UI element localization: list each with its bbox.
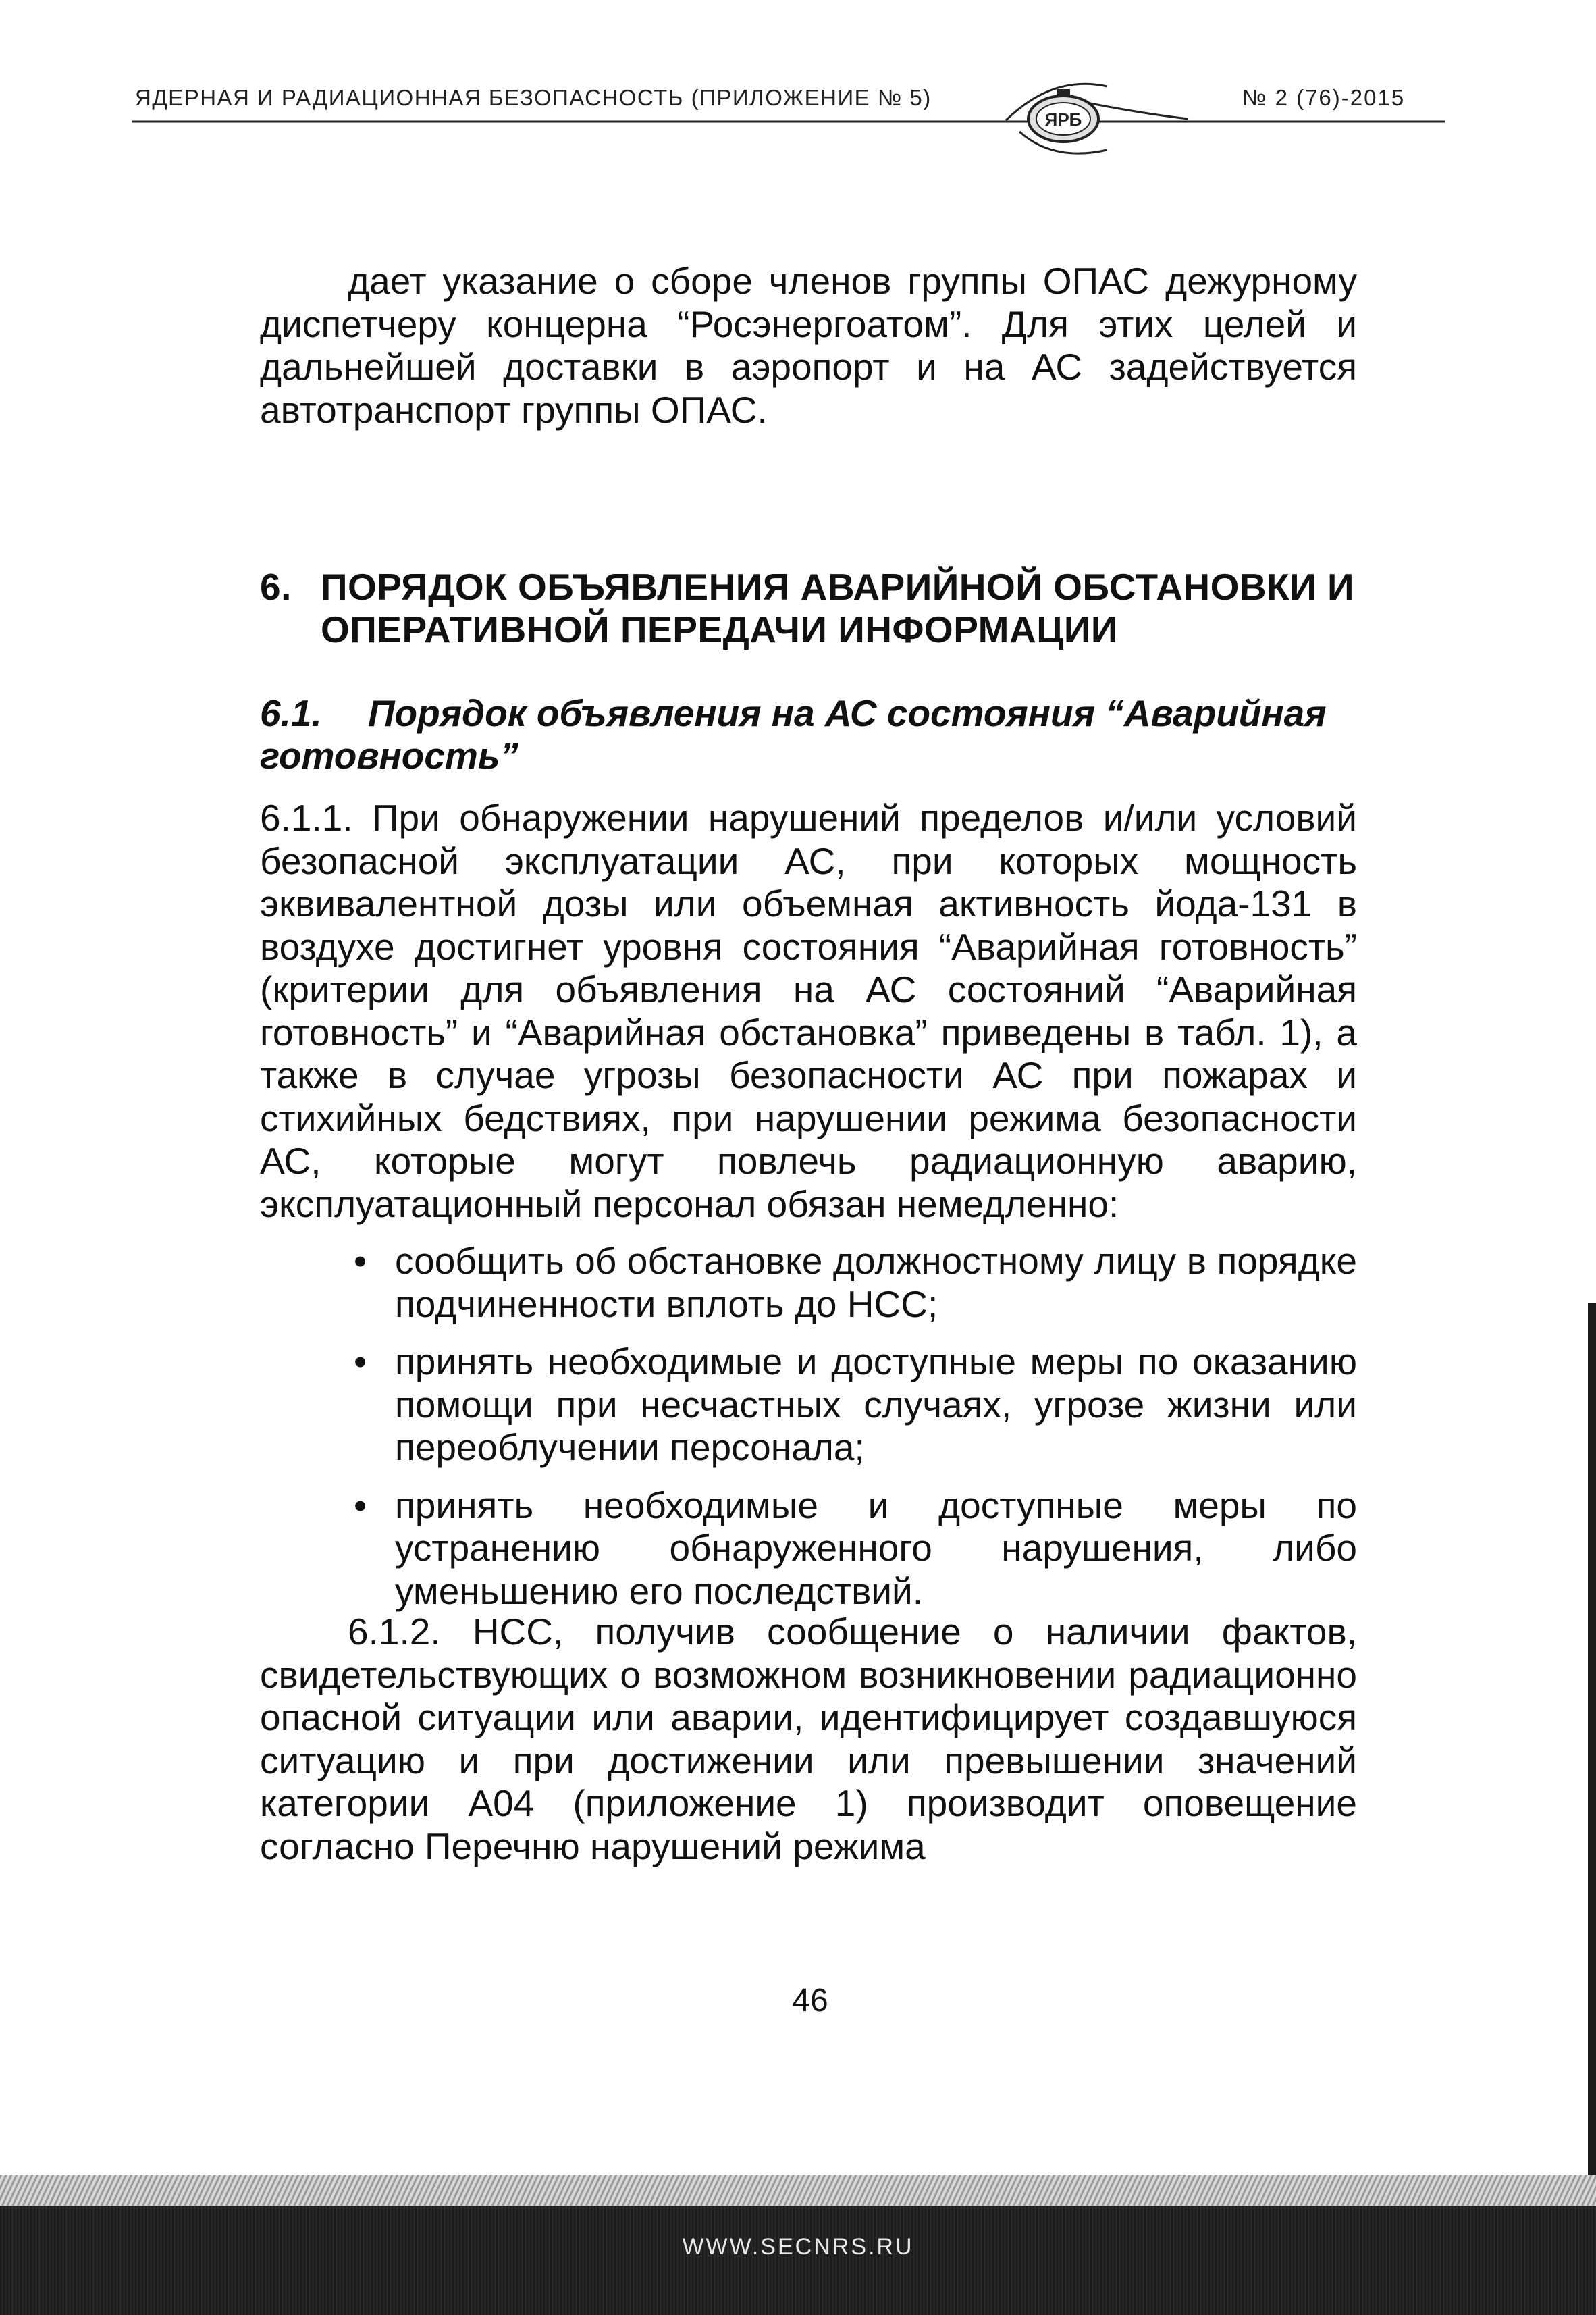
paragraph-6-1-1: 6.1.1. При обнаружении нарушений пределов и/или условий безопасной эксплуатации АС, при которых мощность эквивалентной дозы или объемная активность йода-131 в воздухе достигнет уровня состояния “Аварийная готовность” (критерии для объявления на АС состояний “Аварийная готовность” и “Аварийная обстановка” приведены в табл. 1), а также в случае угрозы безопасности АС при пожарах и стихийных бедствиях, при нарушении режима безопасности АС, которые могут повлечь радиационную аварию, эксплуатационный персонал обязан немедленно: (260, 797, 1357, 1225)
subsection-heading (260, 692, 1357, 777)
section-number: 6. (260, 566, 292, 608)
bullet-marker: • (354, 1484, 367, 1526)
footer-url: WWW.SECNRS.RU (682, 2234, 914, 2260)
journal-title: ЯДЕРНАЯ И РАДИАЦИОННАЯ БЕЗОПАСНОСТЬ (ПРИЛОЖЕНИЕ № 5) (135, 85, 932, 110)
list-item-text: принять необходимые и доступные меры по устранению обнаруженного нарушения, либо уменьшению его последствий. (395, 1484, 1357, 1612)
footer-hatch (0, 2175, 1596, 2206)
bullet-list (344, 1240, 1357, 1628)
section-title: ПОРЯДОК ОБЪЯВЛЕНИЯ АВАРИЙНОЙ ОБСТАНОВКИ И ОПЕРАТИВНОЙ ПЕРЕДАЧИ ИНФОРМАЦИИ (321, 566, 1355, 650)
issue-number: № 2 (76)-2015 (1242, 85, 1406, 110)
list-item-text: сообщить об обстановке должностному лицу в порядке подчиненности вплоть до НСС; (395, 1240, 1357, 1325)
running-header (0, 0, 1596, 176)
list-item (344, 1484, 1357, 1613)
list-item (344, 1341, 1357, 1469)
page-number: 46 (792, 1983, 828, 2019)
header-rule (0, 0, 1596, 176)
footer-dark-strip (0, 2206, 1596, 2315)
section-heading (260, 566, 1367, 651)
bullet-marker: • (354, 1341, 367, 1382)
list-item-text: принять необходимые и доступные меры по оказанию помощи при несчастных случаях, угрозе жизни или переоблучении персонала; (395, 1341, 1357, 1468)
yarb-logo-icon (1016, 80, 1111, 154)
svg-text:ЯРБ: ЯРБ (1044, 109, 1082, 130)
scan-edge-shadow (1588, 1303, 1596, 2175)
intro-paragraph: дает указание о сборе членов группы ОПАС дежурному диспетчеру концерна “Росэнергоатом”. Для этих целей и дальнейшей доставки в аэропорт и на АС задействуется автотранспорт группы ОПАС. (260, 260, 1357, 431)
bullet-marker: • (354, 1240, 367, 1282)
subsection-number: 6.1. (260, 692, 322, 734)
paragraph-6-1-2: 6.1.2. НСС, получив сообщение о наличии фактов, свидетельствующих о возможном возникновении радиационно опасной ситуации или аварии, идентифицирует создавшуюся ситуацию и при достижении или превышении значений категории А04 (приложение 1) производит оповещение согласно Перечню нарушений режима (260, 1611, 1357, 1867)
list-item (344, 1240, 1357, 1326)
subsection-title: Порядок объявления на АС состояния “Аварийная готовность” (260, 692, 1327, 777)
